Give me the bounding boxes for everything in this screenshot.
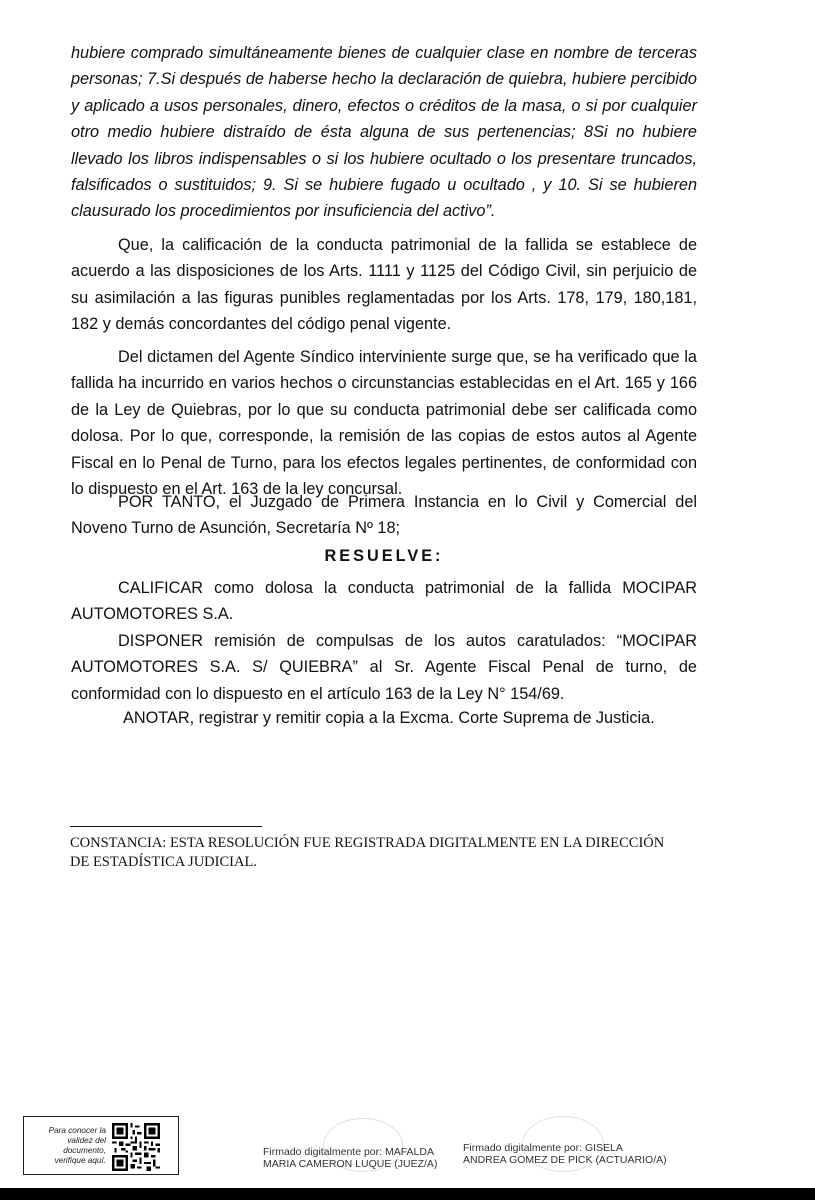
resuelve-heading: RESUELVE: — [324, 547, 444, 565]
paragraph-disponer — [71, 628, 697, 707]
paragraph-por-tanto — [71, 489, 697, 542]
verification-box[interactable] — [23, 1116, 179, 1175]
verify-line-3: documento, — [63, 1146, 106, 1155]
paragraph-anotar — [71, 705, 697, 731]
paragraph-1-text: Que, la calificación de la conducta patrimonial de la fallida se establece de acuerdo a las disposiciones de los Arts. 1111 y 1125 del Código Civil, sin perjuicio de su asimilación a las figuras punibles reglamentadas por los Arts. 178, 179, 180,181, 182 y demás concordantes del código penal vigente. — [71, 236, 697, 334]
digital-signature-judge — [263, 1146, 437, 1170]
paragraph-calificacion — [71, 232, 697, 338]
qr-code-icon[interactable] — [112, 1123, 160, 1171]
signature-1-line-1: Firmado digitalmente por: MAFALDA — [263, 1146, 434, 1158]
paragraph-6-text: ANOTAR, registrar y remitir copia a la Excma. Corte Suprema de Justicia. — [123, 709, 655, 727]
bottom-border-bar — [0, 1188, 815, 1200]
paragraph-2-text: Del dictamen del Agente Síndico interviniente surge que, se ha verificado que la fallida ha incurrido en varios hechos o circunstancias establecidas en el Art. 165 y 166 de la Ley de Quiebras, por lo que su conducta patrimonial debe ser calificada como dolosa. Por lo que, corresponde, la remisión de las copias de estos autos al Agente Fiscal en lo Penal de Turno, para los efectos legales pertinentes, de conformidad con lo dispuesto en el Art. 163 de la ley concursal. — [71, 348, 697, 499]
verify-line-2: validez del — [67, 1136, 106, 1145]
signature-2-line-1: Firmado digitalmente por: GISELA — [463, 1142, 623, 1154]
paragraph-calificar — [71, 575, 697, 628]
footnote-divider — [70, 826, 262, 827]
italic-quoted-paragraph — [71, 40, 697, 225]
italic-paragraph-text: hubiere comprado simultáneamente bienes de cualquier clase en nombre de terceras personas; 7.Si después de haberse hecho la declaración de quiebra, hubiere percibido y aplicado a usos personales, dinero, efectos o créditos de la masa, o si por cualquier otro medio hubiere distraído de ésta alguna de sus pertenencias; 8Si no hubiere llevado los libros indispensables o si los hubiere ocultado o los presentare truncados, falsificados o sustituidos; 9. Si se hubiere fugado u ocultado , y 10. Si se hubieren clausurado los procedimientos por insuficiencia del activo”. — [71, 44, 697, 221]
paragraph-5-text: DISPONER remisión de compulsas de los autos caratulados: “MOCIPAR AUTOMOTORES S.A. S/ QUIEBRA” al Sr. Agente Fiscal Penal de turno, de conformidad con lo dispuesto en el artículo 163 de la Ley N° 154/69. — [71, 632, 697, 703]
signature-1-line-2: MARIA CAMERON LUQUE (JUEZ/A) — [263, 1158, 438, 1170]
verification-text — [26, 1126, 106, 1166]
verify-line-4: verifique aquí. — [54, 1156, 106, 1165]
digital-signature-actuary — [463, 1142, 667, 1166]
verify-line-1: Para conocer la — [48, 1126, 106, 1135]
signature-2-line-2: ANDREA GOMEZ DE PICK (ACTUARIO/A) — [463, 1154, 667, 1166]
paragraph-dictamen — [71, 344, 697, 502]
paragraph-3-text: POR TANTO, el Juzgado de Primera Instancia en lo Civil y Comercial del Noveno Turno de Asunción, Secretaría Nº 18; — [71, 493, 697, 538]
paragraph-4-text: CALIFICAR como dolosa la conducta patrimonial de la fallida MOCIPAR AUTOMOTORES S.A. — [71, 579, 697, 624]
constancia-note: CONSTANCIA: ESTA RESOLUCIÓN FUE REGISTRADA DIGITALMENTE EN LA DIRECCIÓN DE ESTADÍSTICA JUDICIAL. — [70, 835, 665, 870]
